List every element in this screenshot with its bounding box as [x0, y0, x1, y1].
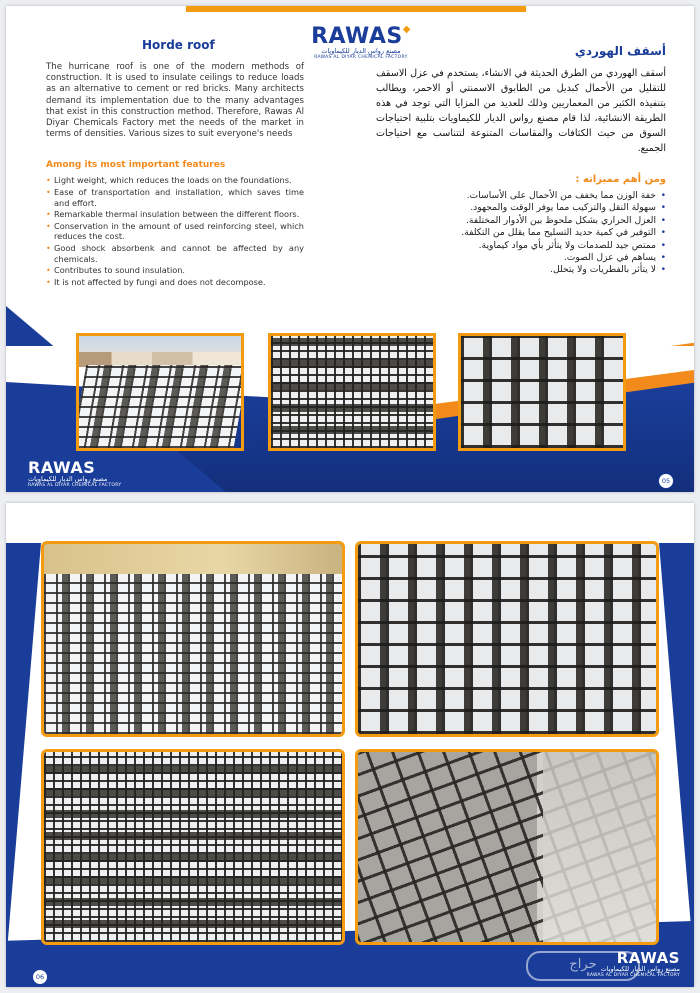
arabic-features-list [376, 190, 666, 277]
footer-logo-english: RAWAS AL DIYAR CHEMICAL FACTORY [28, 483, 122, 488]
page-number: 06 [32, 969, 48, 985]
footer-logo-english: RAWAS AL DIYAR CHEMICAL FACTORY [586, 973, 680, 978]
footer-logo-wordmark: RAWAS [28, 458, 96, 477]
gallery-photo [41, 749, 345, 945]
haraj-watermark: حراج [526, 951, 640, 981]
list-item: • العزل الحراري بشكل ملحوظ بين الأدوار المختلفة. [376, 215, 666, 227]
footer-logo-arabic: مصنع رواس الديار للكيماويات [600, 965, 680, 973]
list-item: • ممتص جيد للصدمات ولا يتأثر بأي مواد كيماوية. [376, 240, 666, 252]
brochure-page-2 [6, 503, 694, 987]
gallery-photo [41, 541, 345, 737]
top-accent-bar [186, 6, 526, 12]
footer-logo-arabic: مصنع رواس الديار للكيماويات [28, 475, 108, 483]
list-item: • التوفير في كمية حديد التسليح مما يقلل من التكلفة. [376, 227, 666, 239]
list-item: • It is not affected by fungi and does not decompose. [46, 277, 304, 288]
list-item: • Good shock absorbenk and cannot be affected by any chemicals. [46, 243, 304, 264]
gallery-photo [355, 749, 659, 945]
photo-rebar-grid [271, 336, 433, 448]
arabic-description: أسقف الهوردي من الطرق الحديثة في الانشاء، يستخدم في عزل الاسقف للتقليل من الأحمال كبديل من الطابوق الاسمنتي أو الاحمر، ويطالب بتنفيذه الكثير من المعماريين وذلك للعديد من المزايا التي توجد في هذه الطريقة الانشائية، لذا قام مصنع رواس الديار للكيماويات بتلبية احتياجات السوق من حيث الكثافات والمقاسات المتنوعة لتتناسب مع احتياجات الجميع. [376, 68, 666, 154]
list-item: • خفة الوزن مما يخفف من الأحمال على الأساسات. [376, 190, 666, 202]
footer-logo-wordmark: RAWAS [616, 949, 680, 967]
list-item: • سهولة النقل والتركيب مما يوفر الوقت والمجهود. [376, 202, 666, 214]
arabic-title: أسقف الهوردي [574, 44, 666, 58]
arabic-features-heading: ومن أهم مميزاته : [575, 174, 666, 185]
logo-arabic-name: مصنع رواس الديار للكيماويات [321, 47, 401, 55]
roof-construction-photo [268, 333, 436, 451]
english-features-heading: Among its most important features [46, 160, 226, 171]
english-features-list [46, 175, 304, 287]
brochure-page-1 [6, 6, 694, 492]
gallery-photo [355, 541, 659, 737]
photo-rebar-grid [44, 574, 342, 734]
photo-wall [44, 544, 342, 578]
photo-rebar-grid [358, 544, 656, 734]
logo-wordmark: RAWAS [311, 24, 403, 49]
list-item: • Light weight, which reduces the loads on the foundations. [46, 175, 304, 186]
photo-rebar-grid [461, 336, 623, 448]
list-item: • يساهم في عزل الصوت. [376, 252, 666, 264]
blue-edge-decoration [659, 543, 694, 963]
page-number: 05 [658, 473, 674, 489]
footer-logo [587, 949, 680, 978]
list-item: • Contributes to sound insulation. [46, 265, 304, 276]
english-title: Horde roof [142, 38, 215, 52]
english-column [46, 38, 304, 288]
list-item: • Ease of transportation and installation, which saves time and effort. [46, 187, 304, 208]
photo-rebar-grid [44, 752, 342, 942]
list-item: • Remarkable thermal insulation between the different floors. [46, 209, 304, 220]
photo-rebar-grid [76, 365, 244, 448]
photo-concrete-slab [543, 752, 656, 942]
logo-flame-icon: ◆ [402, 24, 411, 35]
arabic-column [376, 38, 666, 277]
list-item: • Conservation in the amount of used reinforcing steel, which reduces the cost. [46, 221, 304, 242]
logo-english-name: RAWAS AL DIYAR CHEMICAL FACTORY [314, 55, 408, 60]
roof-construction-photo [458, 333, 626, 451]
blue-edge-decoration [6, 543, 41, 963]
footer-logo [28, 458, 121, 488]
list-item: • لا يتأثر بالفطريات ولا يتحلل. [376, 264, 666, 276]
english-description: The hurricane roof is one of the modern methods of construction. It is used to insulate ceilings to reduce loads as an alternative to cement or red bricks. Many architects demand its implementation due to the many advantages that exist in this construction method. Therefore, Rawas Al Diyar Chemicals Factory met the needs of the market in terms of densities. Various sizes to suit everyone's needs [46, 62, 304, 140]
roof-construction-photo [76, 333, 244, 451]
